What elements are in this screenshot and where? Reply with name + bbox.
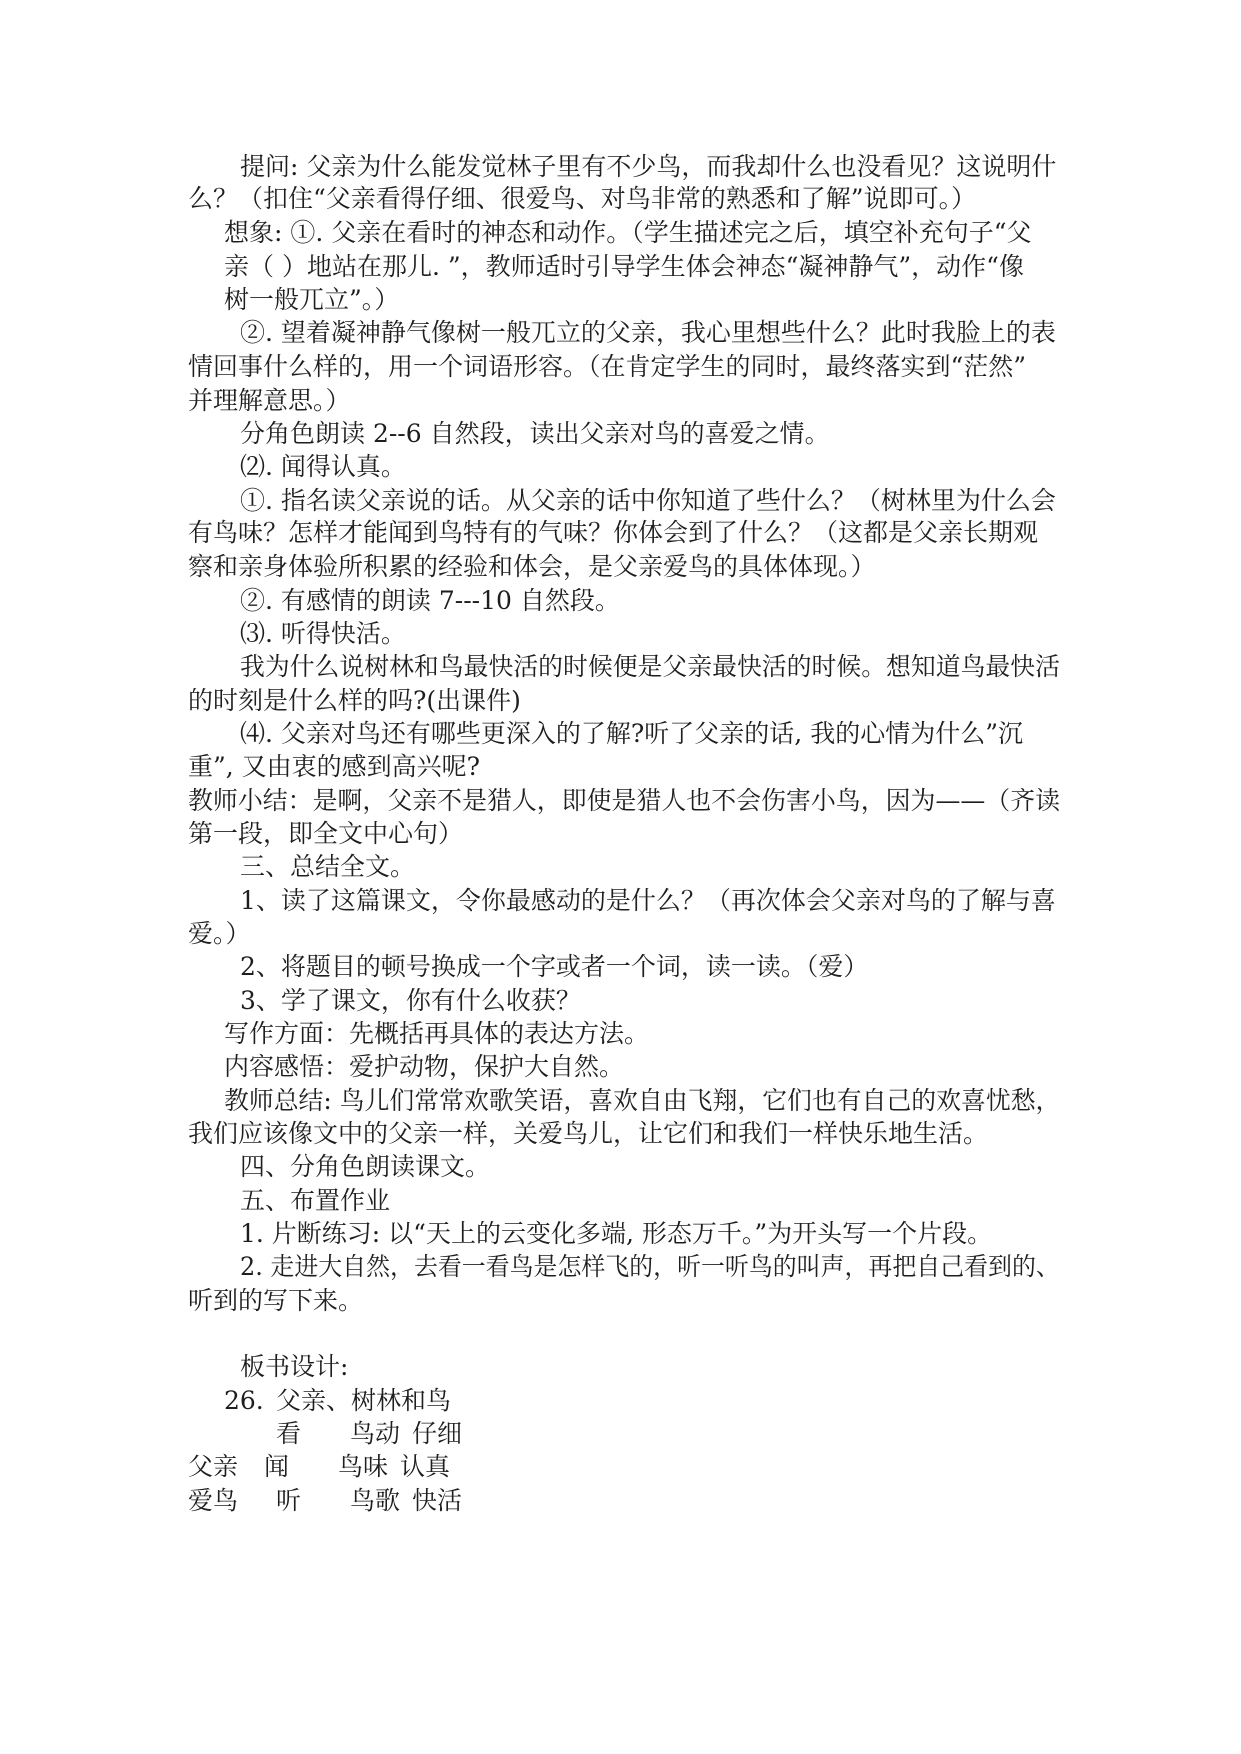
text-line: 2、将题目的顿号换成一个字或者一个词，读一读。（爱）	[240, 952, 869, 981]
board-object-bird-smell: 鸟味	[338, 1452, 389, 1481]
text-line: 2. 走进大自然，去看一看鸟是怎样飞的，听一听鸟的叫声，再把自己看到的、	[240, 1252, 1060, 1281]
text-line: 我们应该像文中的父亲一样，关爱鸟儿，让它们和我们一样快乐地生活。	[188, 1119, 989, 1148]
board-object-bird-song: 鸟歌	[350, 1486, 401, 1515]
board-title: 父亲、树林和鸟	[276, 1386, 452, 1415]
board-heading: 板书设计:	[240, 1352, 349, 1381]
board-left-love-birds: 爱鸟	[188, 1486, 239, 1515]
board-verb-look: 看	[276, 1419, 302, 1448]
board-title-number: 26.	[224, 1386, 264, 1415]
text-line: 察和亲身体验所积累的经验和体会，是父亲爱鸟的具体体现。）	[188, 552, 876, 581]
text-line: 并理解意思。）	[188, 386, 351, 415]
text-line: 爱。）	[188, 919, 251, 948]
text-line: 三、总结全文。	[240, 852, 416, 881]
text-line: 提问: 父亲为什么能发觉林子里有不少鸟，而我却什么也没看见？这说明什	[240, 152, 1057, 181]
text-line: 1、读了这篇课文，令你最感动的是什么？（再次体会父亲对鸟的了解与喜	[240, 886, 1056, 915]
text-line: 第一段，即全文中心句）	[188, 819, 464, 848]
text-line: ②. 有感情的朗读 7---10 自然段。	[240, 586, 620, 615]
board-verb-listen: 听	[276, 1486, 302, 1515]
text-line: ⑷. 父亲对鸟还有哪些更深入的了解?听了父亲的话, 我的心情为什么”沉	[240, 719, 1023, 748]
text-line: 听到的写下来。	[188, 1286, 364, 1315]
text-line: ①. 指名读父亲说的话。从父亲的话中你知道了些什么？（树林里为什么会	[240, 486, 1056, 515]
text-line: 情回事什么样的，用一个词语形容。（在肯定学生的同时，最终落实到“茫然”	[188, 352, 1027, 381]
text-line: 么？（扣住“父亲看得仔细、很爱鸟、对鸟非常的熟悉和了解”说即可。）	[188, 184, 977, 213]
text-line: 树一般兀立”。）	[224, 285, 400, 314]
text-line: 四、分角色朗读课文。	[240, 1152, 491, 1181]
text-line: ⑶. 听得快活。	[240, 619, 406, 648]
text-line: 的时刻是什么样的吗?(出课件)	[188, 686, 521, 715]
board-left-father: 父亲	[188, 1452, 239, 1481]
text-line: ⑵. 闻得认真。	[240, 452, 406, 481]
text-line: 1. 片断练习: 以“天上的云变化多端, 形态万千。”为开头写一个片段。	[240, 1219, 993, 1248]
text-line: 想象: ①. 父亲在看时的神态和动作。（学生描述完之后，填空补充句子“父	[224, 218, 1032, 247]
board-adjective-happy: 快活	[412, 1486, 463, 1515]
text-line: 五、布置作业	[240, 1186, 391, 1215]
text-line: 分角色朗读 2--6 自然段，读出父亲对鸟的喜爱之情。	[240, 419, 830, 448]
board-verb-smell: 闻	[264, 1452, 290, 1481]
text-line: 重”, 又由衷的感到高兴呢?	[188, 752, 481, 781]
text-line: 教师小结：是啊，父亲不是猎人，即使是猎人也不会伤害小鸟，因为——（齐读	[188, 786, 1061, 815]
text-line: 写作方面：先概括再具体的表达方法。	[224, 1019, 650, 1048]
text-line: 亲（ ）地站在那儿. ”，教师适时引导学生体会神态“凝神静气”，动作“像	[224, 252, 1024, 281]
text-line: 我为什么说树林和鸟最快活的时候便是父亲最快活的时候。想知道鸟最快活	[240, 652, 1060, 681]
board-object-bird-move: 鸟动	[350, 1419, 401, 1448]
text-line: 有鸟味？怎样才能闻到鸟特有的气味？你体会到了什么？（这都是父亲长期观	[188, 518, 1039, 547]
board-adjective-earnest: 认真	[400, 1452, 451, 1481]
text-line: 内容感悟：爱护动物，保护大自然。	[224, 1052, 625, 1081]
board-adjective-careful: 仔细	[412, 1419, 463, 1448]
text-line: 3、学了课文，你有什么收获？	[240, 986, 581, 1015]
text-line: ②. 望着凝神静气像树一般兀立的父亲，我心里想些什么？此时我脸上的表	[240, 318, 1056, 347]
text-line: 教师总结: 鸟儿们常常欢歌笑语，喜欢自由飞翔，它们也有自己的欢喜忧愁，	[224, 1086, 1061, 1115]
